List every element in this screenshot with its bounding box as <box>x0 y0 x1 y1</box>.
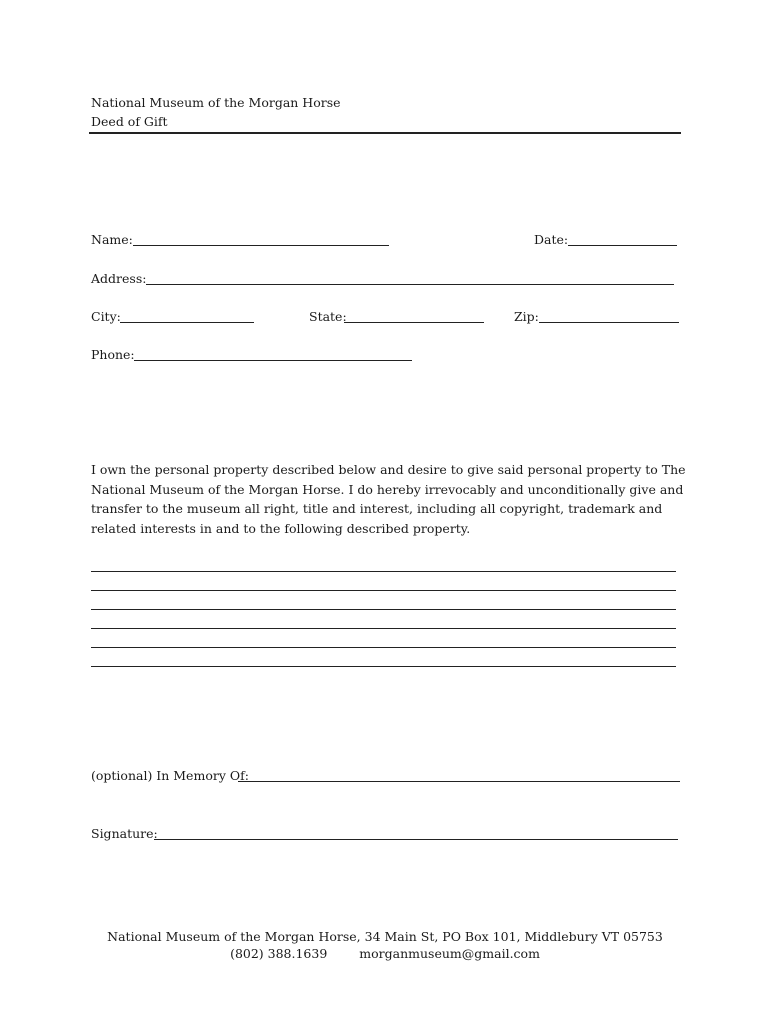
property-line[interactable] <box>91 609 676 610</box>
property-line[interactable] <box>91 590 676 591</box>
footer-contact <box>0 945 770 962</box>
signature-field[interactable] <box>154 839 678 840</box>
phone-label: Phone: <box>91 347 135 362</box>
state-field[interactable] <box>344 322 484 323</box>
memory-label: (optional) In Memory Of: <box>91 768 249 783</box>
phone-field[interactable] <box>134 360 412 361</box>
date-label: Date: <box>534 232 569 247</box>
name-field[interactable] <box>133 245 389 246</box>
org-name: National Museum of the Morgan Horse <box>91 95 341 110</box>
property-line[interactable] <box>91 666 676 667</box>
footer-phone: (802) 388.1639 <box>230 946 328 961</box>
property-line[interactable] <box>91 571 676 572</box>
memory-field[interactable] <box>238 781 680 782</box>
document-title: Deed of Gift <box>91 114 168 129</box>
state-label: State: <box>309 309 347 324</box>
property-line[interactable] <box>91 628 676 629</box>
footer-address: National Museum of the Morgan Horse, 34 Main St, PO Box 101, Middlebury VT 05753 <box>107 929 663 944</box>
city-field[interactable] <box>120 322 254 323</box>
gift-statement: I own the personal property described below and desire to give said personal property to The National Museum of the Morgan Horse. I do hereby irrevocably and unconditionally give and transfer to the museum all right, title and interest, including all copyright, trademark and related interests in and to the following described property. <box>91 462 686 536</box>
header-divider <box>89 132 681 134</box>
zip-label: Zip: <box>514 309 539 324</box>
name-label: Name: <box>91 232 133 247</box>
date-field[interactable] <box>568 245 677 246</box>
zip-field[interactable] <box>539 322 679 323</box>
signature-label: Signature: <box>91 826 158 841</box>
footer-email: morganmuseum@gmail.com <box>359 946 540 961</box>
city-label: City: <box>91 309 121 324</box>
property-line[interactable] <box>91 647 676 648</box>
address-field[interactable] <box>146 284 674 285</box>
address-label: Address: <box>91 271 147 286</box>
